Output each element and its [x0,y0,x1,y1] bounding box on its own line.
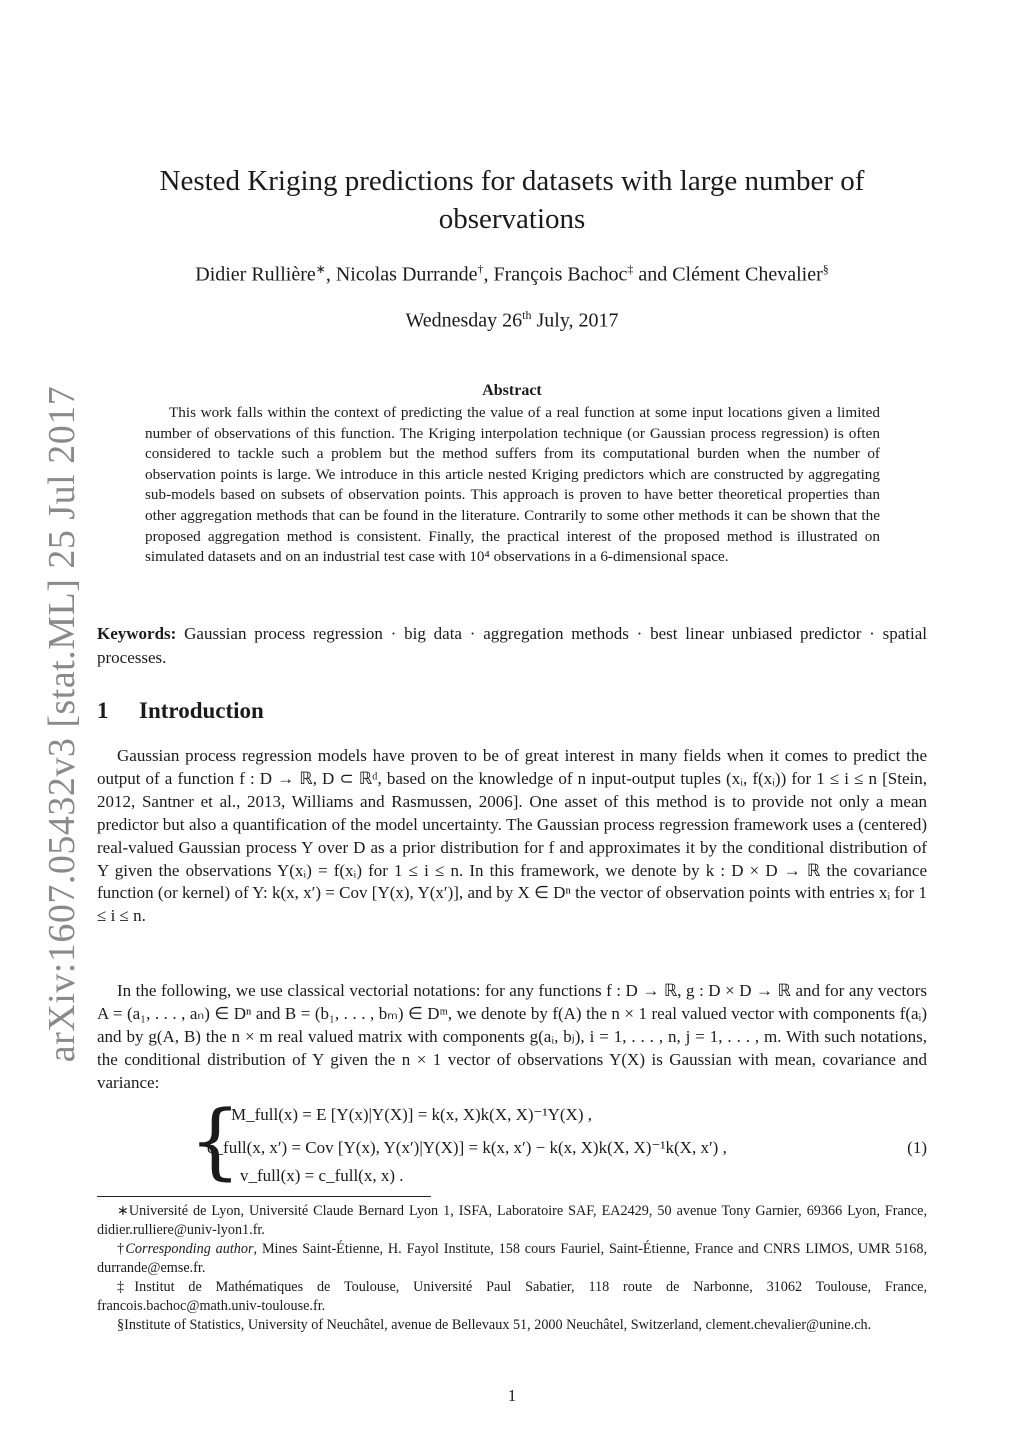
keywords-text: Gaussian process regression · big data · aggregation methods · best linear unbiased predictor · spatial processes. [97,624,927,667]
keywords-label: Keywords: [97,624,177,643]
author-list: Didier Rullière∗, Nicolas Durrande†, François Bachoc‡ and Clément Chevalier§ [195,262,829,286]
equation-1 [189,1094,927,1189]
keywords [97,622,927,670]
footnote-mark: † [117,1241,126,1257]
footnote-mark: † [477,262,484,276]
equation-line-mean: M_full(x) = E [Y(x)|Y(X)] = k(x, X)k(X, X)⁻¹Y(X) , [231,1105,592,1124]
page-number: 1 [507,1386,517,1405]
author-name: Clément Chevalier [672,263,823,286]
equation-line-covariance: c_full(x, x′) = Cov [Y(x), Y(x′)|Y(X)] = k(x, x′) − k(x, X)k(X, X)⁻¹k(X, x′) , [207,1138,727,1157]
paper-date [97,308,927,333]
date-suffix: July, 2017 [536,309,619,332]
footnote-text: , Mines Saint-Étienne, H. Fayol Institute, 158 cours Fauriel, Saint-Étienne, France and CNRS LIMOS, UMR 5168, durrande@emse.fr. [97,1241,928,1277]
paper-title: Nested Kriging predictions for datasets with large number of observations [159,165,865,235]
equation-line-variance: v_full(x) = c_full(x, x) . [240,1166,404,1185]
equation-number: (1) [907,1138,927,1157]
footnote-rule [97,1196,431,1197]
section-heading-introduction [97,698,264,724]
footnote-mark: ∗ [315,262,326,276]
date-ordinal: th [522,308,532,322]
section-title: Introduction [139,698,264,723]
footnote-affiliation-1: ∗Université de Lyon, Université Claude Bernard Lyon 1, ISFA, Laboratoire SAF, EA2429, 50 avenue Tony Garnier, 69366 Lyon, France, didier.rulliere@univ-lyon1.fr. [97,1203,927,1239]
arxiv-identifier-stamp: arXiv:1607.05432v3 [stat.ML] 25 Jul 2017 [41,385,83,1063]
footnote-affiliation-3: ‡Institut de Mathématiques de Toulouse, Université Paul Sabatier, 118 route de Narbonne, 31062 Toulouse, France, francois.bachoc@math.univ-toulouse.fr. [97,1279,927,1315]
date-prefix: Wednesday 26 [405,309,523,332]
left-brace: { [189,1094,242,1189]
footnote-mark: ‡ [627,262,634,276]
intro-paragraph-2: In the following, we use classical vectorial notations: for any functions f : D → ℝ, g : D × D → ℝ and for any vectors A = (a₁, . . . , aₙ) ∈ Dⁿ and B = (b₁, . . . , bₘ) ∈ Dᵐ, we denote by f(A) the n × 1 real valued vector with components f(aᵢ) and by g(A, B) the n × m real valued matrix with components g(aᵢ, bⱼ), i = 1, . . . , n, j = 1, . . . , m. With such notations, the conditional distribution of Y given the n × 1 vector of observations Y(X) is Gaussian with mean, covariance and variance: [97,981,927,1092]
author-conjunction: and [638,263,668,286]
author-name: François Bachoc [493,263,628,286]
footnote-mark: § [822,262,829,276]
corresponding-author-label: Corresponding author [125,1241,254,1257]
abstract-heading: Abstract [482,382,542,399]
abstract-body: This work falls within the context of predicting the value of a real function at some input locations given a limited number of observations of this function. The Kriging interpolation technique (or Gaussian process regression) is often considered to tackle such a problem but the method suffers from its computational burden when the number of observation points is large. We introduce in this article nested Kriging predictors which are constructed by aggregating sub-models based on subsets of observation points. This approach is proven to have better theoretical properties than other aggregation methods that can be found in the literature. Contrarily to some other methods it can be shown that the proposed aggregation method is consistent. Finally, the practical interest of the proposed method is illustrated on simulated datasets and on an industrial test case with 10⁴ observations in a 6-dimensional space. [145,404,880,566]
footnote-affiliation-2 [97,1240,927,1279]
section-number: 1 [97,698,109,723]
footnote-affiliation-4: §Institute of Statistics, University of Neuchâtel, avenue de Bellevaux 51, 2000 Neuchâtel, Switzerland, clement.chevalier@unine.ch. [117,1317,872,1333]
author-name: Didier Rullière [195,263,316,286]
intro-paragraph-1: Gaussian process regression models have proven to be of great interest in many fields when it comes to predict the output of a function f : D → ℝ, D ⊂ ℝᵈ, based on the knowledge of n input-output tuples (xᵢ, f(xᵢ)) for 1 ≤ i ≤ n [Stein, 2012, Santner et al., 2013, Williams and Rasmussen, 2006]. One asset of this method is to provide not only a mean predictor but also a quantification of the model uncertainty. The Gaussian process regression framework uses a (centered) real-valued Gaussian process Y over D as a prior distribution for f and approximates it by the conditional distribution of Y given the observations Y(xᵢ) = f(xᵢ) for 1 ≤ i ≤ n. In this framework, we denote by k : D × D → ℝ the covariance function (or kernel) of Y: k(x, x′) = Cov [Y(x), Y(x′)], and by X ∈ Dⁿ the vector of observation points with entries xᵢ for 1 ≤ i ≤ n. [97,746,927,926]
author-name: Nicolas Durrande [335,263,478,286]
